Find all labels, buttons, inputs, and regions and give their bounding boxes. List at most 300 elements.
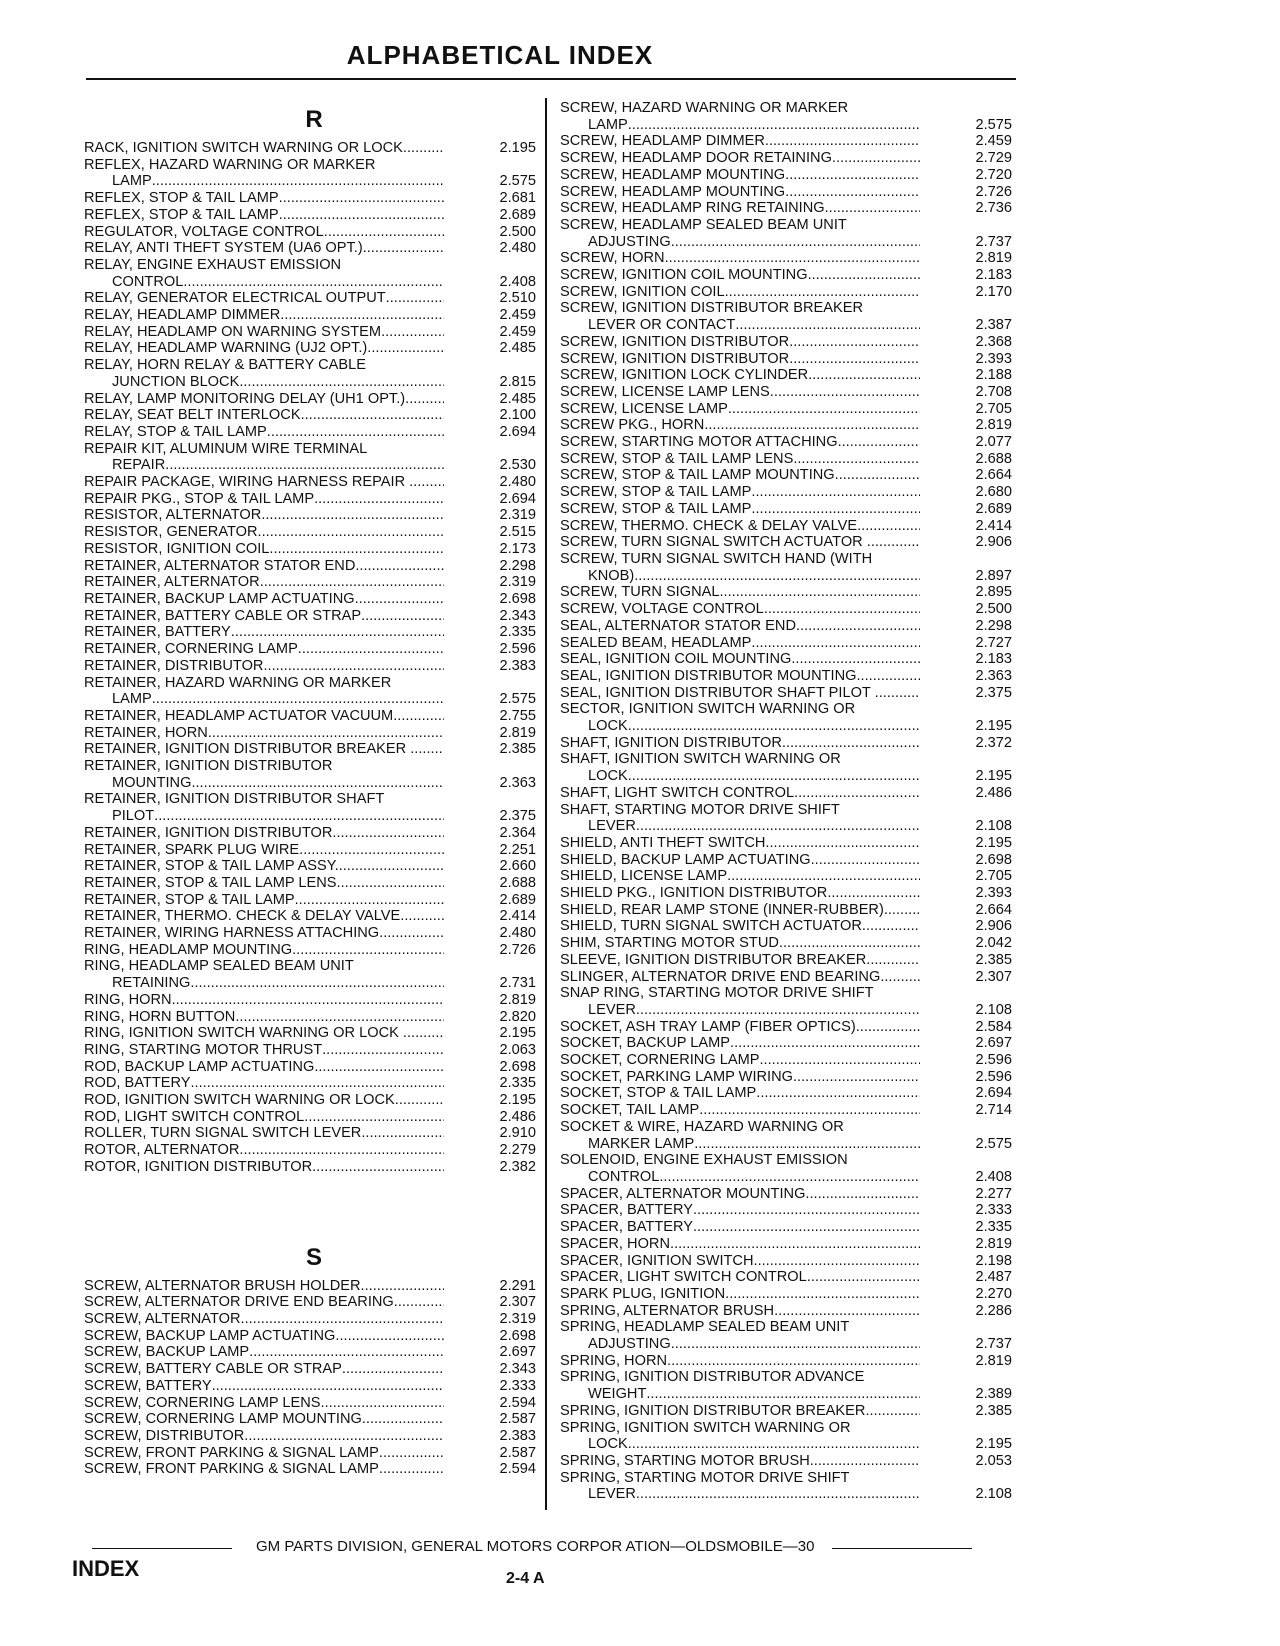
dot-leader [896, 902, 920, 919]
entry-line: RESISTOR, GENERATOR ..... [84, 524, 444, 541]
index-entry [84, 1092, 536, 1109]
entry-page-number: 2.714 [975, 1102, 1012, 1119]
index-entry [560, 985, 1012, 1018]
entry-page-number: 2.698 [499, 1058, 536, 1075]
entry-text [560, 417, 920, 434]
entry-line: SEAL, IGNITION COIL MOUNTING ..... [560, 651, 920, 668]
entry-line: RESISTOR, IGNITION COIL ..... [84, 541, 444, 558]
index-entry [560, 184, 1012, 201]
index-entry [560, 751, 1012, 784]
entry-page-number: 2.279 [499, 1142, 536, 1159]
entry-line: RING, STARTING MOTOR THRUST ..... [84, 1042, 444, 1059]
dot-leader [756, 1085, 920, 1102]
entry-line: REPAIR ..... [84, 457, 444, 474]
dot-leader [838, 434, 920, 451]
entry-line: ROD, BATTERY ..... [84, 1075, 444, 1092]
index-entry [84, 1109, 536, 1126]
entry-page-number: 2.708 [975, 383, 1012, 400]
left-column [84, 100, 536, 1478]
entry-page-number: 2.195 [975, 834, 1012, 851]
entry-text [84, 1395, 444, 1412]
index-entry [560, 133, 1012, 150]
entry-page-number: 2.480 [499, 925, 536, 942]
entry-text [560, 735, 920, 752]
entry-page-number: 2.680 [975, 484, 1012, 501]
entry-page-number: 2.385 [975, 951, 1012, 968]
dot-leader [628, 117, 920, 134]
entry-text [84, 1294, 444, 1311]
dot-leader [810, 1453, 920, 1470]
entry-text [560, 1403, 920, 1420]
entry-line: SCREW, HORN ..... [560, 250, 920, 267]
entry-line: SPRING, IGNITION DISTRIBUTOR ADVANCE [560, 1369, 865, 1386]
dot-leader [636, 818, 920, 835]
dot-leader [727, 868, 920, 885]
index-entry [560, 167, 1012, 184]
entry-page-number: 2.042 [975, 935, 1012, 952]
entry-line: LAMP ..... [84, 173, 444, 190]
entry-line: SPARK PLUG, IGNITION ..... [560, 1286, 920, 1303]
dot-leader [825, 200, 920, 217]
entry-line: SCREW, LICENSE LAMP LENS ..... [560, 384, 920, 401]
entry-line: ROD, IGNITION SWITCH WARNING OR LOCK.... ..... [84, 1092, 444, 1109]
entry-page-number: 2.596 [975, 1068, 1012, 1085]
entry-text [84, 1428, 444, 1445]
entry-line: LOCK ..... [560, 768, 920, 785]
entry-page-number: 2.594 [499, 1394, 536, 1411]
index-entry [560, 918, 1012, 935]
index-entry [84, 758, 536, 791]
entry-text [560, 1219, 920, 1236]
index-entry [84, 1395, 536, 1412]
dot-leader [321, 1395, 444, 1412]
entry-page-number: 2.108 [975, 1486, 1012, 1503]
entry-text [84, 507, 444, 524]
entry-text [84, 1311, 444, 1328]
entry-line: SOCKET & WIRE, HAZARD WARNING OR [560, 1118, 844, 1135]
dot-leader [411, 1025, 444, 1042]
dot-leader [791, 651, 920, 668]
entry-text [84, 474, 444, 491]
entry-text [560, 601, 920, 618]
dot-leader [770, 384, 920, 401]
dot-leader [361, 1125, 444, 1142]
entry-line: RELAY, HEADLAMP DIMMER ..... [84, 307, 444, 324]
entry-line: SHAFT, IGNITION DISTRIBUTOR ..... [560, 735, 920, 752]
entry-line: SCREW, STOP & TAIL LAMP ..... [560, 484, 920, 501]
entry-page-number: 2.298 [499, 557, 536, 574]
entry-page-number: 2.319 [499, 574, 536, 591]
entry-text [560, 518, 920, 535]
entry-line: SCREW PKG., HORN ..... [560, 417, 920, 434]
entry-line: SPACER, BATTERY ..... [560, 1202, 920, 1219]
dot-leader [314, 1059, 444, 1076]
dot-leader [152, 173, 444, 190]
entry-line: SPRING, ALTERNATOR BRUSH ..... [560, 1303, 920, 1320]
entry-line: SCREW, BATTERY CABLE OR STRAP ..... [84, 1361, 444, 1378]
entry-line: SOCKET, TAIL LAMP ..... [560, 1102, 920, 1119]
index-entry [560, 802, 1012, 835]
entry-page-number: 2.575 [975, 116, 1012, 133]
entry-line: SCREW, BATTERY ..... [84, 1378, 444, 1395]
dot-leader [646, 1386, 920, 1403]
index-list-r [84, 140, 536, 1176]
entry-line: SOCKET, STOP & TAIL LAMP ..... [560, 1085, 920, 1102]
entry-line: SPRING, STARTING MOTOR DRIVE SHIFT [560, 1469, 850, 1486]
dot-leader [337, 875, 444, 892]
entry-line: LAMP ..... [560, 117, 920, 134]
entry-page-number: 2.195 [975, 768, 1012, 785]
section-gap [84, 1176, 536, 1238]
entry-page-number: 2.819 [499, 991, 536, 1008]
index-entry [84, 641, 536, 658]
dot-leader [628, 718, 920, 735]
entry-text [560, 133, 920, 150]
entry-text [84, 574, 444, 591]
index-entry [84, 624, 536, 641]
entry-page-number: 2.372 [975, 734, 1012, 751]
entry-page-number: 2.596 [499, 641, 536, 658]
index-entry [84, 357, 536, 390]
entry-text [84, 224, 444, 241]
entry-page-number: 2.729 [975, 150, 1012, 167]
dot-leader [765, 133, 920, 150]
entry-text [560, 1102, 920, 1119]
index-entry [84, 424, 536, 441]
index-entry [84, 1009, 536, 1026]
entry-page-number: 2.385 [499, 741, 536, 758]
entry-page-number: 2.408 [499, 273, 536, 290]
dot-leader [636, 1486, 920, 1503]
entry-line: SCREW, TURN SIGNAL ..... [560, 584, 920, 601]
index-entry [84, 1294, 536, 1311]
index-entry [84, 1159, 536, 1176]
entry-line: RETAINER, STOP & TAIL LAMP ..... [84, 892, 444, 909]
entry-page-number: 2.108 [975, 1001, 1012, 1018]
entry-line: RETAINER, ALTERNATOR ..... [84, 574, 444, 591]
index-entry [560, 534, 1012, 551]
entry-line: LEVER ..... [560, 1002, 920, 1019]
index-entry [560, 1152, 1012, 1185]
entry-text [560, 1152, 920, 1185]
entry-page-number: 2.343 [499, 1361, 536, 1378]
entry-text [84, 491, 444, 508]
index-entry [560, 267, 1012, 284]
entry-line: REFLEX, STOP & TAIL LAMP ..... [84, 207, 444, 224]
entry-text [560, 1019, 920, 1036]
dot-leader [807, 1269, 920, 1286]
entry-line: SHAFT, STARTING MOTOR DRIVE SHIFT [560, 801, 840, 818]
entry-text [84, 708, 444, 725]
entry-page-number: 2.343 [499, 607, 536, 624]
dot-leader [363, 240, 444, 257]
dot-leader [379, 1445, 444, 1462]
entry-page-number: 2.705 [975, 400, 1012, 417]
entry-page-number: 2.819 [499, 724, 536, 741]
entry-line: ADJUSTING ..... [560, 234, 920, 251]
dot-leader [322, 1042, 444, 1059]
entry-page-number: 2.183 [975, 267, 1012, 284]
entry-text [84, 1142, 444, 1159]
dot-leader [295, 892, 444, 909]
entry-text [84, 1059, 444, 1076]
index-entry [560, 484, 1012, 501]
entry-page-number: 2.183 [975, 651, 1012, 668]
entry-text [560, 835, 920, 852]
entry-text [560, 935, 920, 952]
entry-line: SCREW, CORNERING LAMP LENS ..... [84, 1395, 444, 1412]
entry-page-number: 2.298 [975, 617, 1012, 634]
entry-text [560, 1269, 920, 1286]
dot-leader [411, 1092, 444, 1109]
entry-line: SCREW, THERMO. CHECK & DELAY VALVE ..... [560, 518, 920, 535]
entry-line: RELAY, ANTI THEFT SYSTEM (UA6 OPT.) ..... [84, 240, 444, 257]
dot-leader [730, 1035, 920, 1052]
dot-leader [704, 417, 920, 434]
entry-page-number: 2.188 [975, 367, 1012, 384]
entry-text [560, 635, 920, 652]
dot-leader [292, 942, 444, 959]
index-entry [84, 708, 536, 725]
entry-text [560, 1052, 920, 1069]
entry-text [84, 875, 444, 892]
entry-text [84, 1092, 444, 1109]
dot-leader [735, 317, 920, 334]
dot-leader [249, 1344, 444, 1361]
index-entry [560, 451, 1012, 468]
entry-page-number: 2.335 [975, 1219, 1012, 1236]
entry-text [560, 167, 920, 184]
dot-leader [299, 842, 444, 859]
index-entry [84, 140, 536, 157]
entry-page-number: 2.063 [499, 1041, 536, 1058]
index-entry [560, 902, 1012, 919]
entry-text [560, 751, 920, 784]
dot-leader [263, 658, 444, 675]
index-entry [560, 1019, 1012, 1036]
index-entry [560, 1286, 1012, 1303]
dot-leader [628, 1436, 920, 1453]
dot-leader [794, 785, 920, 802]
index-entry [560, 1453, 1012, 1470]
index-entry [84, 1428, 536, 1445]
index-entry [560, 467, 1012, 484]
entry-page-number: 2.906 [975, 918, 1012, 935]
entry-text [560, 267, 920, 284]
index-entry [560, 868, 1012, 885]
dot-leader [361, 1278, 444, 1295]
entry-line: RING, HORN BUTTON ..... [84, 1009, 444, 1026]
entry-text [84, 190, 444, 207]
dot-leader [239, 374, 444, 391]
dot-leader [827, 885, 920, 902]
entry-page-number: 2.815 [499, 373, 536, 390]
entry-line: SCREW, FRONT PARKING & SIGNAL LAMP ..... [84, 1445, 444, 1462]
entry-text [560, 1319, 920, 1352]
entry-text [560, 902, 920, 919]
index-entry [560, 601, 1012, 618]
dot-leader [241, 1311, 444, 1328]
entry-line: SCREW, HEADLAMP SEALED BEAM UNIT [560, 216, 847, 233]
index-entry [84, 190, 536, 207]
dot-leader [355, 558, 444, 575]
entry-line: RELAY, HEADLAMP WARNING (UJ2 OPT.) ..... [84, 340, 444, 357]
dot-leader [379, 925, 444, 942]
entry-page-number: 2.664 [975, 901, 1012, 918]
index-entry [84, 892, 536, 909]
index-entry [84, 207, 536, 224]
index-entry [560, 351, 1012, 368]
entry-line: SPACER, BATTERY ..... [560, 1219, 920, 1236]
dot-leader [301, 407, 444, 424]
index-entry [84, 1461, 536, 1478]
index-entry [84, 491, 536, 508]
entry-page-number: 2.587 [499, 1444, 536, 1461]
entry-text [560, 952, 920, 969]
index-entry [560, 1403, 1012, 1420]
dot-leader [280, 307, 444, 324]
entry-line: REGULATOR, VOLTAGE CONTROL ..... [84, 224, 444, 241]
index-entry [560, 701, 1012, 734]
dot-leader [628, 768, 920, 785]
dot-leader [418, 741, 444, 758]
index-entry [84, 1125, 536, 1142]
entry-page-number: 2.333 [975, 1202, 1012, 1219]
entry-line: RELAY, GENERATOR ELECTRICAL OUTPUT ..... [84, 290, 444, 307]
dot-leader [165, 457, 444, 474]
entry-line: RELAY, SEAT BELT INTERLOCK ..... [84, 407, 444, 424]
entry-text [560, 401, 920, 418]
entry-line: RETAINER, STOP & TAIL LAMP LENS ..... [84, 875, 444, 892]
entry-text [560, 334, 920, 351]
entry-page-number: 2.731 [499, 975, 536, 992]
entry-line: RETAINER, SPARK PLUG WIRE ..... [84, 842, 444, 859]
entry-text [84, 608, 444, 625]
entry-line: SCREW, BACKUP LAMP ACTUATING ..... [84, 1328, 444, 1345]
page-title: ALPHABETICAL INDEX [346, 40, 654, 70]
entry-text [84, 1328, 444, 1345]
entry-line: RETAINER, WIRING HARNESS ATTACHING ..... [84, 925, 444, 942]
index-entry [560, 1186, 1012, 1203]
index-entry [560, 935, 1012, 952]
entry-text [84, 1361, 444, 1378]
entry-page-number: 2.383 [499, 657, 536, 674]
entry-text [84, 908, 444, 925]
entry-line: SCREW, CORNERING LAMP MOUNTING ..... [84, 1411, 444, 1428]
dot-leader [361, 608, 444, 625]
entry-line: LEVER ..... [560, 818, 920, 835]
entry-page-number: 2.480 [499, 474, 536, 491]
index-entry [84, 1278, 536, 1295]
index-entry [560, 952, 1012, 969]
index-entry [560, 1303, 1012, 1320]
dot-leader [152, 691, 444, 708]
entry-text [560, 852, 920, 869]
entry-line: SCREW, IGNITION COIL ..... [560, 284, 920, 301]
entry-line: SPACER, HORN ..... [560, 1236, 920, 1253]
index-entry [84, 825, 536, 842]
entry-text [560, 918, 920, 935]
entry-text [84, 825, 444, 842]
entry-line: JUNCTION BLOCK ..... [84, 374, 444, 391]
index-entry [560, 735, 1012, 752]
entry-text [84, 591, 444, 608]
dot-leader [751, 635, 920, 652]
entry-text [560, 1369, 920, 1402]
entry-page-number: 2.251 [499, 841, 536, 858]
entry-line: SCREW, ALTERNATOR ..... [84, 1311, 444, 1328]
entry-line: SPACER, ALTERNATOR MOUNTING ..... [560, 1186, 920, 1203]
entry-text [84, 942, 444, 959]
dot-leader [279, 190, 444, 207]
index-entry [84, 1142, 536, 1159]
index-entry [84, 240, 536, 257]
entry-line: REPAIR KIT, ALUMINUM WIRE TERMINAL [84, 440, 368, 457]
entry-text [560, 1303, 920, 1320]
entry-line: KNOB) ..... [560, 568, 920, 585]
entry-line: SOCKET, BACKUP LAMP ..... [560, 1035, 920, 1052]
entry-text [84, 925, 444, 942]
index-entry [84, 608, 536, 625]
entry-text [560, 217, 920, 250]
dot-leader [355, 591, 444, 608]
entry-text [84, 624, 444, 641]
entry-text [84, 340, 444, 357]
index-entry [84, 524, 536, 541]
index-entry [560, 384, 1012, 401]
entry-text [560, 501, 920, 518]
entry-text [84, 641, 444, 658]
entry-page-number: 2.291 [499, 1277, 536, 1294]
entry-line: SPRING, HEADLAMP SEALED BEAM UNIT [560, 1319, 850, 1336]
index-entry [84, 958, 536, 991]
dot-leader [258, 524, 444, 541]
entry-line: RELAY, HEADLAMP ON WARNING SYSTEM ..... [84, 324, 444, 341]
entry-text [560, 1420, 920, 1453]
entry-text [84, 1278, 444, 1295]
dot-leader [312, 1159, 444, 1176]
entry-text [560, 484, 920, 501]
entry-line: ROTOR, IGNITION DISTRIBUTOR ..... [84, 1159, 444, 1176]
entry-text [560, 651, 920, 668]
dot-leader [866, 952, 920, 969]
dot-leader [811, 852, 920, 869]
index-entry [84, 307, 536, 324]
index-entry [560, 969, 1012, 986]
entry-line: LOCK ..... [560, 718, 920, 735]
entry-line: SCREW, HEADLAMP MOUNTING ..... [560, 184, 920, 201]
index-entry [560, 150, 1012, 167]
dot-leader [808, 367, 920, 384]
dot-leader [808, 267, 920, 284]
dot-leader [191, 1075, 445, 1092]
entry-line: SPRING, HORN ..... [560, 1353, 920, 1370]
dot-leader [785, 184, 920, 201]
entry-page-number: 2.500 [499, 223, 536, 240]
dot-leader [212, 1378, 444, 1395]
entry-page-number: 2.694 [499, 490, 536, 507]
entry-page-number: 2.364 [499, 824, 536, 841]
dot-leader [172, 992, 444, 1009]
entry-page-number: 2.819 [975, 1235, 1012, 1252]
entry-text [84, 892, 444, 909]
entry-page-number: 2.689 [499, 206, 536, 223]
dot-leader [239, 1142, 444, 1159]
dot-leader [244, 1428, 444, 1445]
dot-leader [865, 1403, 920, 1420]
dot-leader [725, 284, 920, 301]
dot-leader [267, 424, 444, 441]
